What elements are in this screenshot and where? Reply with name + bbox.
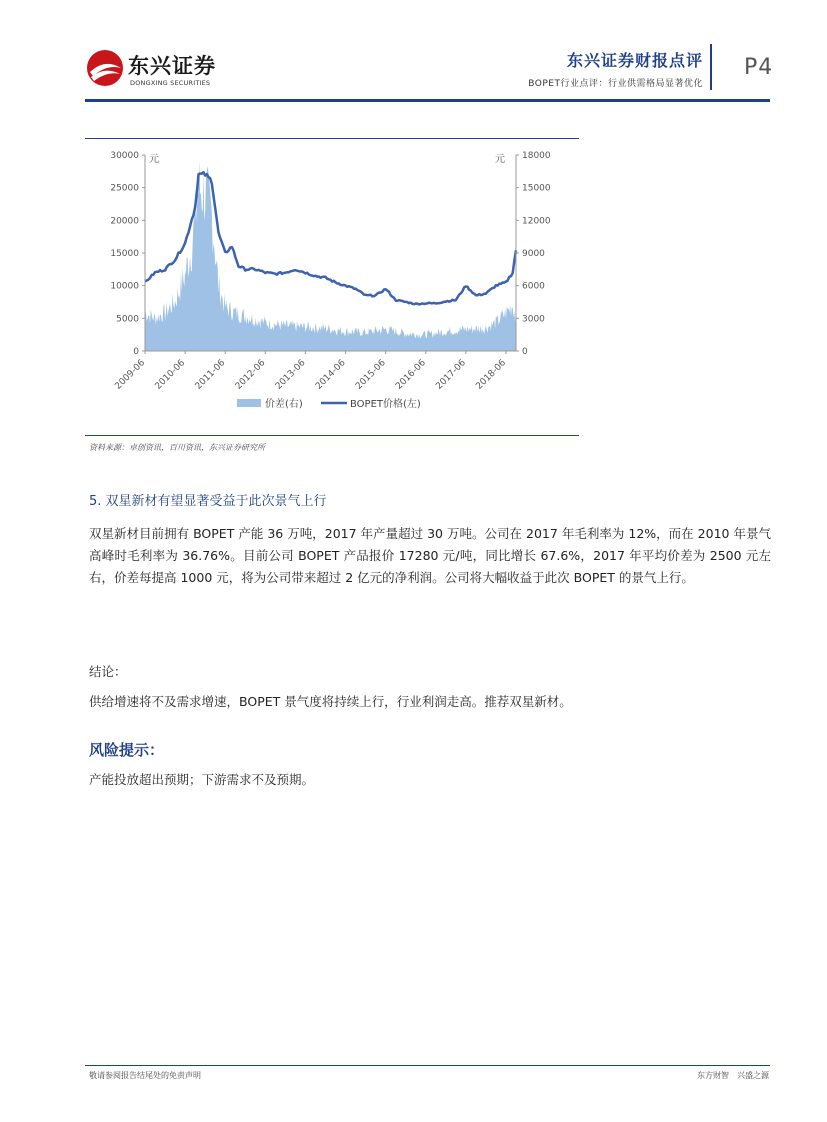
brand-name-cn: 东兴证券: [128, 54, 216, 78]
chart-bottom-rule: [85, 435, 579, 436]
legend-spread-swatch: [237, 399, 261, 407]
x-tick-label: 2015-06: [354, 358, 388, 392]
x-tick-label: 2014-06: [313, 358, 348, 392]
x-tick-label: 2017-06: [434, 358, 468, 392]
chart-top-rule: [85, 138, 579, 139]
footer-rule: [85, 1065, 770, 1066]
chart-svg: [85, 140, 579, 435]
risk-text: 产能投放超出预期；下游需求不及预期。: [89, 772, 315, 787]
left-tick-label: 5000: [116, 314, 139, 325]
footer-slogan: 东方财智 兴盛之源: [697, 1071, 769, 1080]
x-tick-label: 2009-06: [113, 358, 148, 392]
report-type-title: 东兴证券财报点评: [566, 51, 703, 70]
chart-legend: [237, 397, 421, 410]
report-subtitle: BOPET行业点评：行业供需格局显著优化: [528, 79, 703, 89]
section-paragraph: 双星新材目前拥有 BOPET 产能 36 万吨，2017 年产量超过 30 万吨。公司在 2017 年毛利率为 12%，而在 2010 年景气高峰时毛利率为 36.76%。目前公司 BOPET 产品报价 17280 元/吨，同比增长 67.6%，2017 年平均价差为 2500 元左右，价差每提高 1000 元，将为公司带来超过 2 亿元的净利润。公司将大幅收益于此次 BOPET 的景气上行。: [89, 526, 771, 585]
right-tick-label: 6000: [522, 281, 545, 292]
right-tick-label: 3000: [522, 314, 545, 325]
right-tick-label: 12000: [522, 216, 551, 227]
right-tick-label: 9000: [522, 249, 545, 259]
conclusion-text: 供给增速将不及需求增速，BOPET 景气度将持续上行，行业利润走高。推荐双星新材。: [89, 694, 572, 709]
left-tick-label: 25000: [110, 183, 139, 194]
chart-source: 资料来源：卓创资讯，百川资讯，东兴证券研究所: [89, 443, 265, 452]
header-rule: [85, 99, 770, 102]
spread-area: [145, 161, 516, 351]
right-tick-label: 0: [522, 347, 528, 357]
left-axis-unit: 元: [149, 154, 159, 165]
brand-name-en: DONGXING SECURITIES: [130, 79, 211, 87]
x-tick-label: 2013-06: [273, 358, 308, 392]
left-tick-label: 30000: [110, 151, 139, 161]
left-tick-label: 10000: [110, 281, 139, 292]
x-tick-label: 2010-06: [153, 358, 188, 392]
header-divider: [710, 44, 712, 90]
x-tick-label: 2018-06: [474, 358, 509, 392]
right-tick-label: 15000: [522, 183, 551, 194]
section-heading: 5. 双星新材有望显著受益于此次景气上行: [89, 494, 327, 509]
footer-disclaimer: 敬请参阅报告结尾处的免责声明: [89, 1071, 201, 1080]
left-tick-label: 0: [133, 347, 139, 357]
price-spread-chart: [85, 140, 579, 435]
x-tick-label: 2011-06: [193, 358, 228, 392]
right-axis-unit: 元: [495, 154, 505, 165]
legend-price-label: BOPET价格(左): [350, 399, 421, 410]
logo-emblem-icon: [85, 46, 129, 90]
legend-spread-label: 价差(右): [265, 399, 303, 410]
conclusion-label: 结论：: [89, 664, 127, 679]
left-tick-label: 15000: [110, 249, 139, 259]
risk-heading: 风险提示：: [89, 741, 165, 759]
x-tick-label: 2012-06: [233, 358, 268, 392]
left-tick-label: 20000: [110, 216, 139, 227]
x-tick-label: 2016-06: [394, 358, 428, 392]
right-tick-label: 18000: [522, 151, 551, 161]
page-number: P4: [744, 55, 774, 80]
